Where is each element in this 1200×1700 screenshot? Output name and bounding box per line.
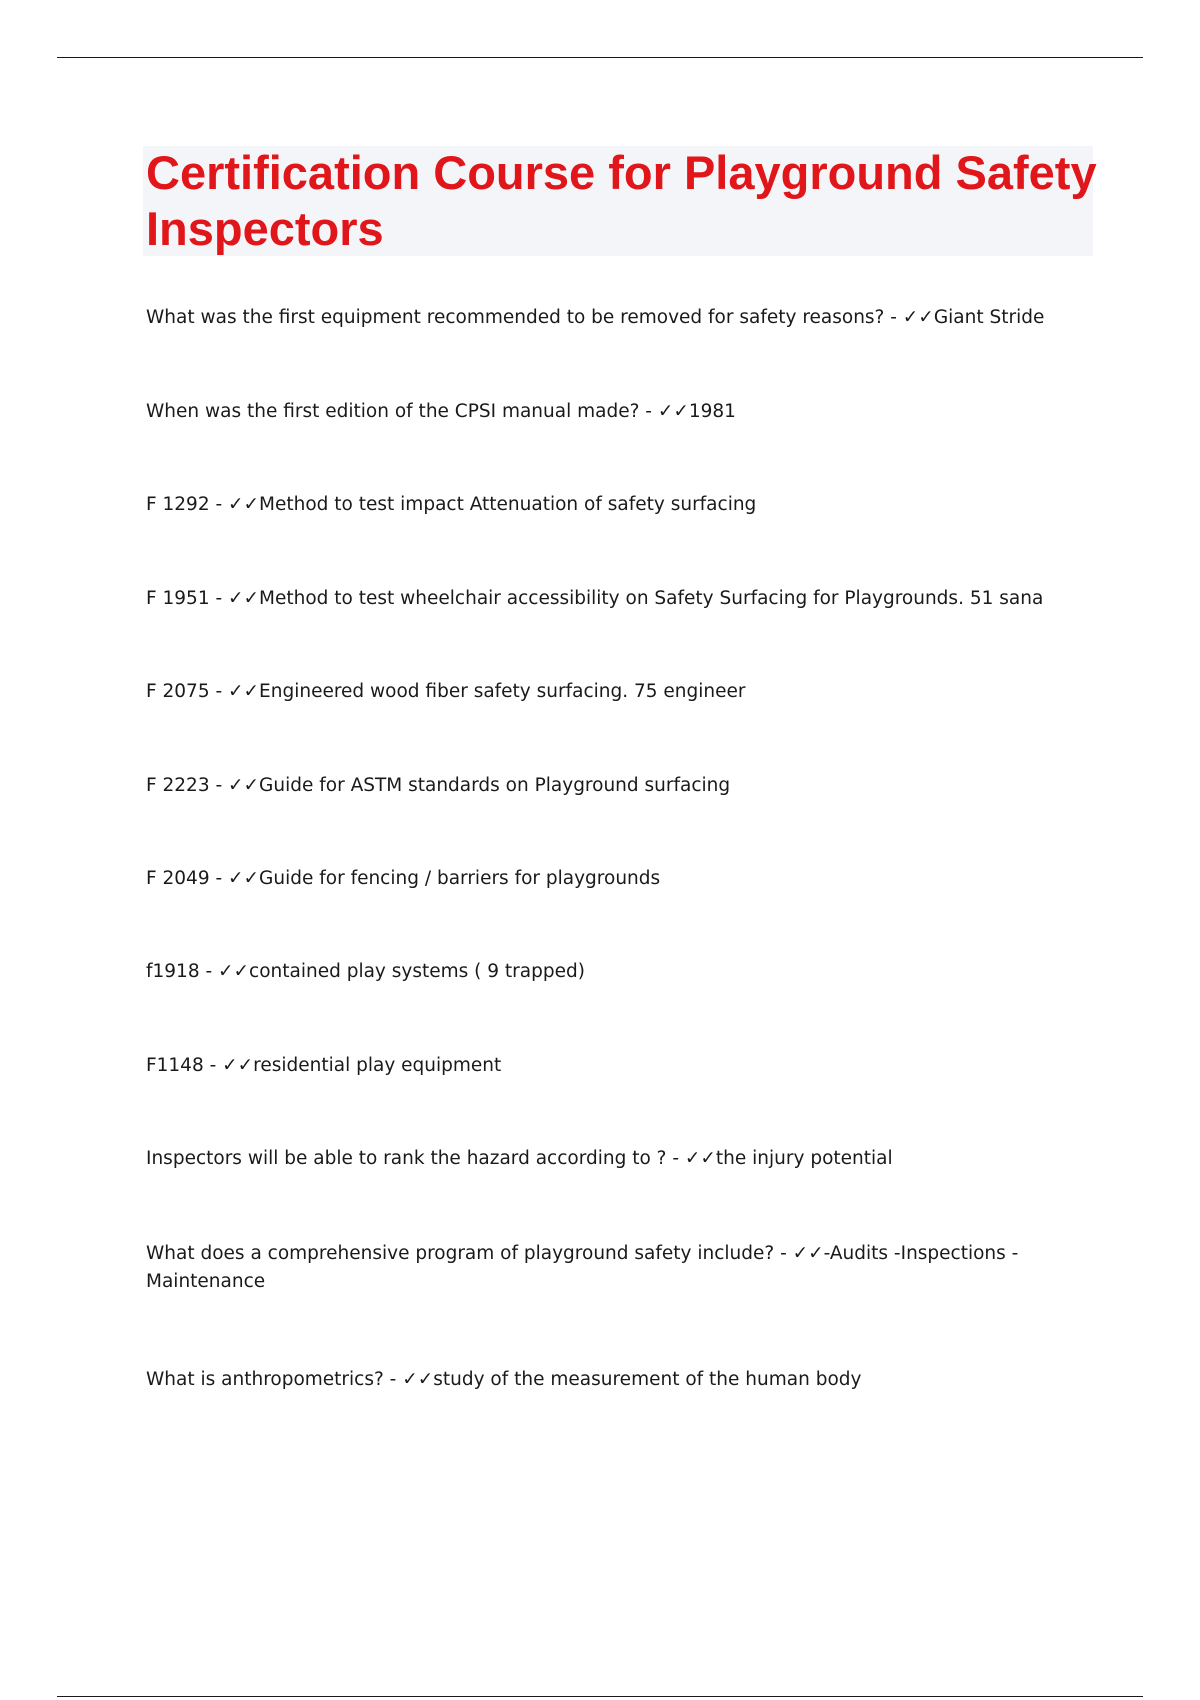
qa-item: F 2075 - ✓✓Engineered wood fiber safety surfacing. 75 engineer (146, 681, 746, 702)
top-divider (57, 57, 1143, 58)
qa-item: f1918 - ✓✓contained play systems ( 9 trapped) (146, 961, 585, 982)
qa-item: What was the first equipment recommended to be removed for safety reasons? - ✓✓Giant Stride (146, 307, 1045, 328)
qa-item: When was the first edition of the CPSI manual made? - ✓✓1981 (146, 401, 736, 422)
qa-item: F 2223 - ✓✓Guide for ASTM standards on Playground surfacing (146, 775, 731, 796)
page-title: Certification Course for Playground Safety Inspectors (146, 146, 1097, 255)
qa-item: Inspectors will be able to rank the hazard according to ? - ✓✓the injury potential (146, 1148, 893, 1169)
qa-item: F1148 - ✓✓residential play equipment (146, 1055, 502, 1076)
qa-item: What does a comprehensive program of playground safety include? - ✓✓-Audits -Inspections - Maintenance (146, 1243, 1019, 1292)
qa-item: F 2049 - ✓✓Guide for fencing / barriers for playgrounds (146, 868, 661, 889)
qa-item: What is anthropometrics? - ✓✓study of the measurement of the human body (146, 1369, 862, 1390)
bottom-divider (57, 1696, 1143, 1697)
qa-item: F 1951 - ✓✓Method to test wheelchair accessibility on Safety Surfacing for Playgrounds. 51 sana (146, 588, 1044, 609)
qa-item: F 1292 - ✓✓Method to test impact Attenuation of safety surfacing (146, 494, 757, 515)
